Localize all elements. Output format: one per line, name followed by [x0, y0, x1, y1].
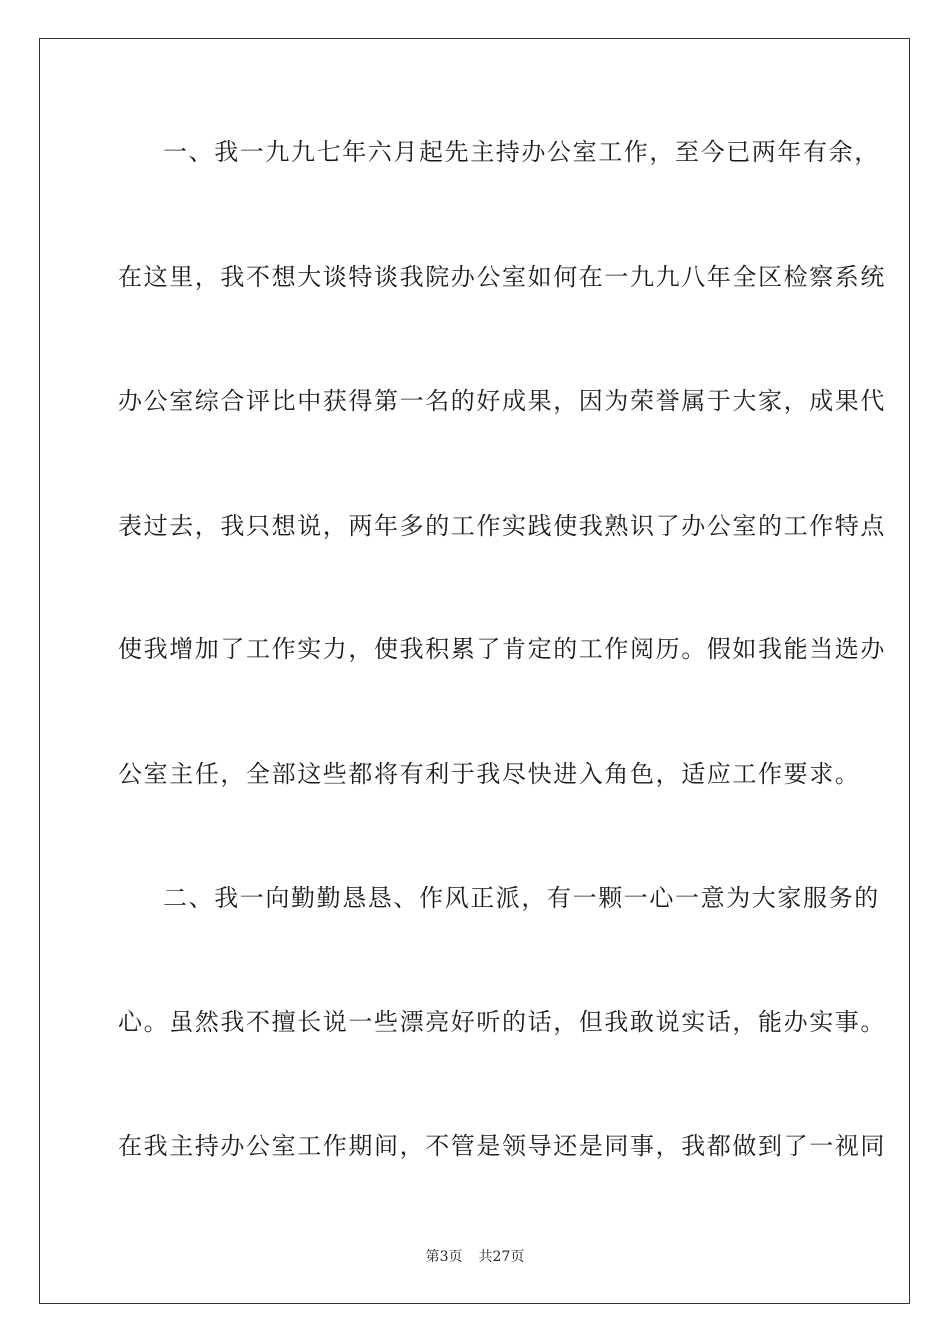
page-number: 第3页 — [425, 1249, 463, 1265]
page-footer — [0, 1248, 950, 1266]
text-line-5: 使我增加了工作实力，使我积累了肯定的工作阅历。假如我能当选办 — [118, 635, 886, 663]
text-line-7: 二、我一向勤勤恳恳、作风正派，有一颗一心一意为大家服务的 — [163, 884, 880, 912]
text-line-4: 表过去，我只想说，两年多的工作实践使我熟识了办公室的工作特点 — [118, 512, 886, 540]
page-border — [39, 38, 910, 1304]
text-line-1: 一、我一九九七年六月起先主持办公室工作，至今已两年有余， — [163, 138, 880, 166]
text-line-6: 公室主任，全部这些都将有利于我尽快进入角色，适应工作要求。 — [118, 760, 861, 788]
text-line-9: 在我主持办公室工作期间，不管是领导还是同事，我都做到了一视同 — [118, 1132, 886, 1160]
text-line-3: 办公室综合评比中获得第一名的好成果，因为荣誉属于大家，成果代 — [118, 387, 886, 415]
page-total: 共27页 — [478, 1249, 525, 1265]
text-line-2: 在这里，我不想大谈特谈我院办公室如何在一九九八年全区检察系统 — [118, 263, 886, 291]
text-line-8: 心。虽然我不擅长说一些漂亮好听的话，但我敢说实话，能办实事。 — [118, 1008, 886, 1036]
